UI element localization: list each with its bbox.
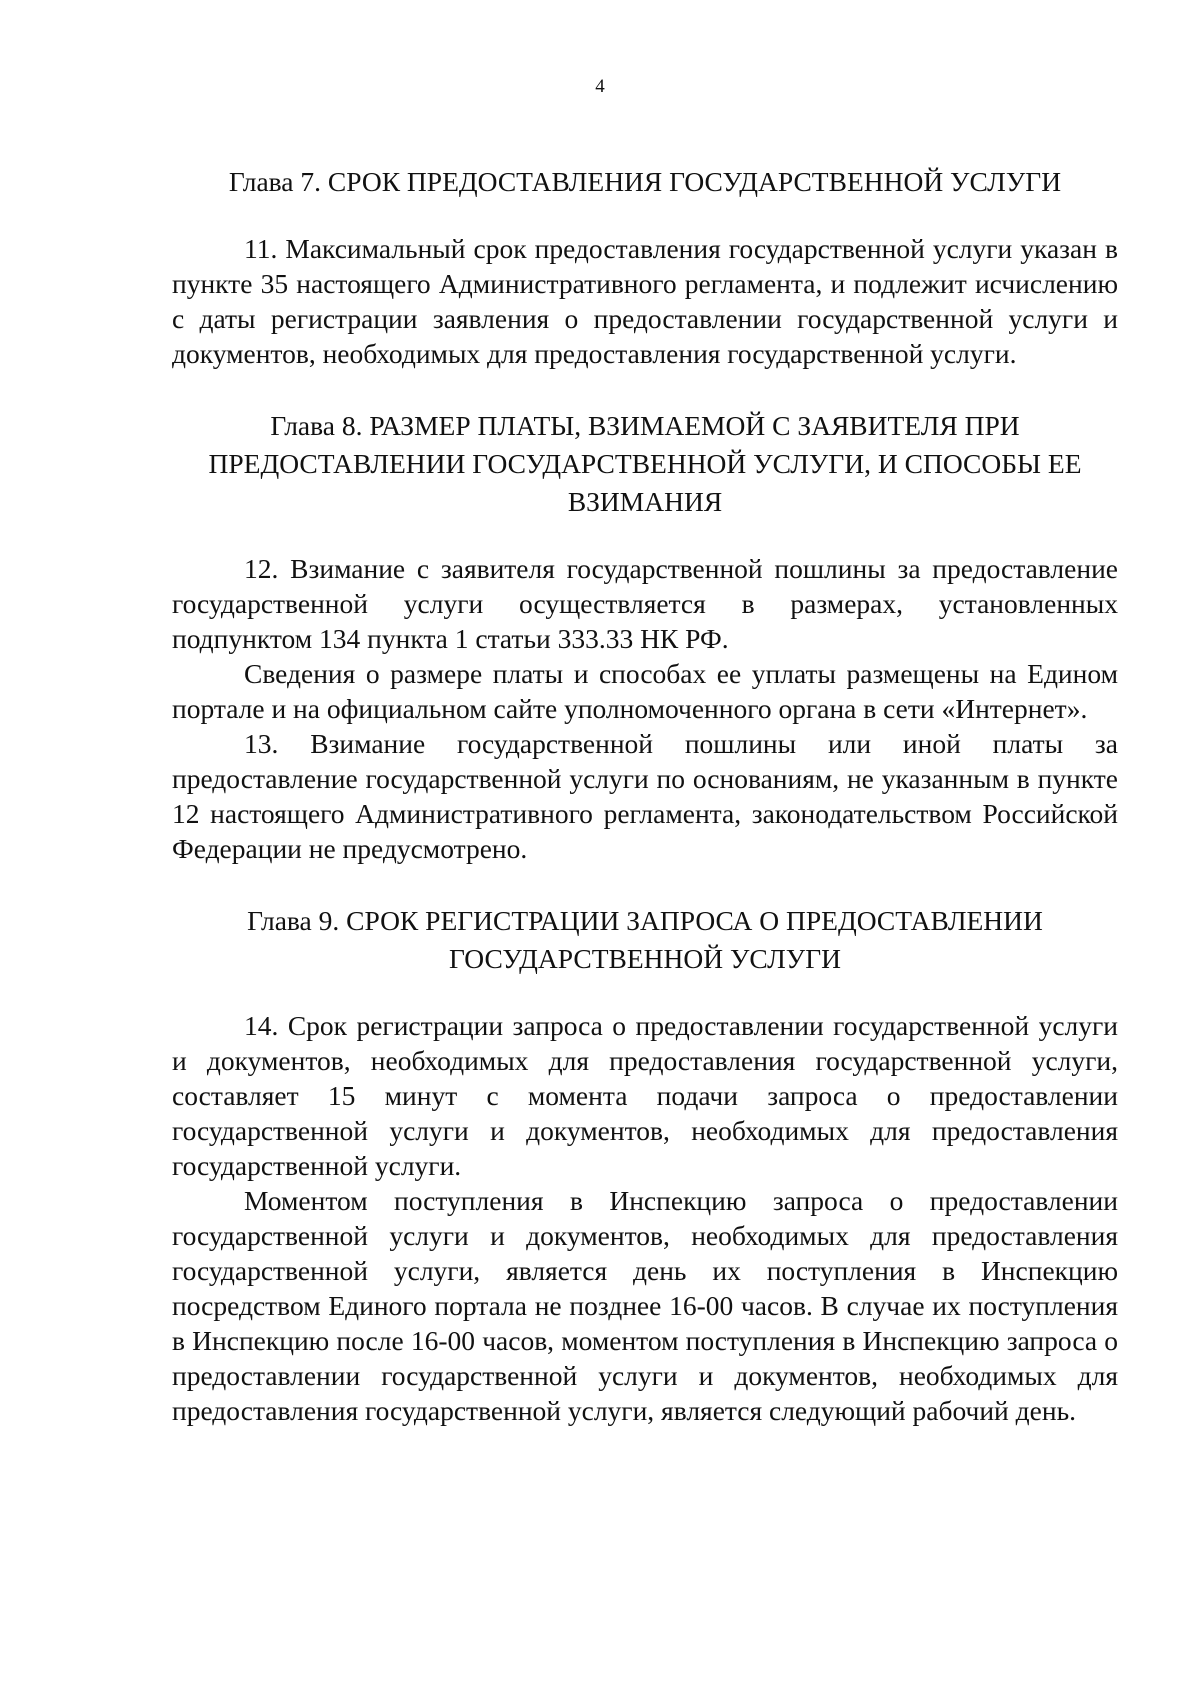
chapter-8-heading-line-2: ПРЕДОСТАВЛЕНИИ ГОСУДАРСТВЕННОЙ УСЛУГИ, И СПОСОБЫ ЕЕ bbox=[208, 448, 1082, 479]
paragraph-13: 13. Взимание государственной пошлины или иной платы за предоставление государственной услуги по основаниям, не указанным в пункте 12 настоящего Административного регламента, законодательством Российской Федерации не предусмотрено. bbox=[172, 728, 1118, 864]
chapter-8-heading bbox=[172, 407, 1118, 521]
document-body bbox=[172, 163, 1118, 1428]
chapter-8 bbox=[172, 407, 1118, 866]
paragraph-12-fees-info: Сведения о размере платы и способах ее уплаты размещены на Едином портале и на официальном сайте уполномоченного органа в сети «Интернет». bbox=[172, 658, 1118, 724]
chapter-7-heading: Глава 7. СРОК ПРЕДОСТАВЛЕНИЯ ГОСУДАРСТВЕННОЙ УСЛУГИ bbox=[228, 166, 1062, 197]
chapter-9-heading-line-2: ГОСУДАРСТВЕННОЙ УСЛУГИ bbox=[449, 943, 841, 974]
chapter-8-heading-line-3: ВЗИМАНИЯ bbox=[567, 486, 723, 517]
paragraph-11: 11. Максимальный срок предоставления государственной услуги указан в пункте 35 настоящего Административного регламента, и подлежит исчислению с даты регистрации заявления о предоставлении государственной услуги и документов, необходимых для предоставления государственной услуги. bbox=[172, 233, 1118, 369]
chapter-7 bbox=[172, 163, 1118, 371]
page-number: 4 bbox=[595, 76, 605, 97]
paragraph-12: 12. Взимание с заявителя государственной пошлины за предоставление государственной услуги осуществляется в размерах, установленных подпунктом 134 пункта 1 статьи 333.33 НК РФ. bbox=[172, 553, 1118, 654]
chapter-9-heading-line-1: Глава 9. СРОК РЕГИСТРАЦИИ ЗАПРОСА О ПРЕДОСТАВЛЕНИИ bbox=[247, 905, 1043, 936]
chapter-9 bbox=[172, 902, 1118, 1428]
paragraph-14-receipt-moment: Моментом поступления в Инспекцию запроса о предоставлении государственной услуги и документов, необходимых для предоставления государственной услуги, является день их поступления в Инспекцию посредством Единого портала не позднее 16-00 часов. В случае их поступления в Инспекцию после 16-00 часов, моментом поступления в Инспекцию запроса о предоставлении государственной услуги и документов, необходимых для предоставления государственной услуги, является следующий рабочий день. bbox=[172, 1185, 1118, 1426]
paragraph-14: 14. Срок регистрации запроса о предоставлении государственной услуги и документов, необходимых для предоставления государственной услуги, составляет 15 минут с момента подачи запроса о предоставлении государственной услуги и документов, необходимых для предоставления государственной услуги. bbox=[172, 1010, 1118, 1181]
chapter-9-heading bbox=[172, 902, 1118, 978]
chapter-8-heading-line-1: Глава 8. РАЗМЕР ПЛАТЫ, ВЗИМАЕМОЙ С ЗАЯВИТЕЛЯ ПРИ bbox=[270, 410, 1020, 441]
